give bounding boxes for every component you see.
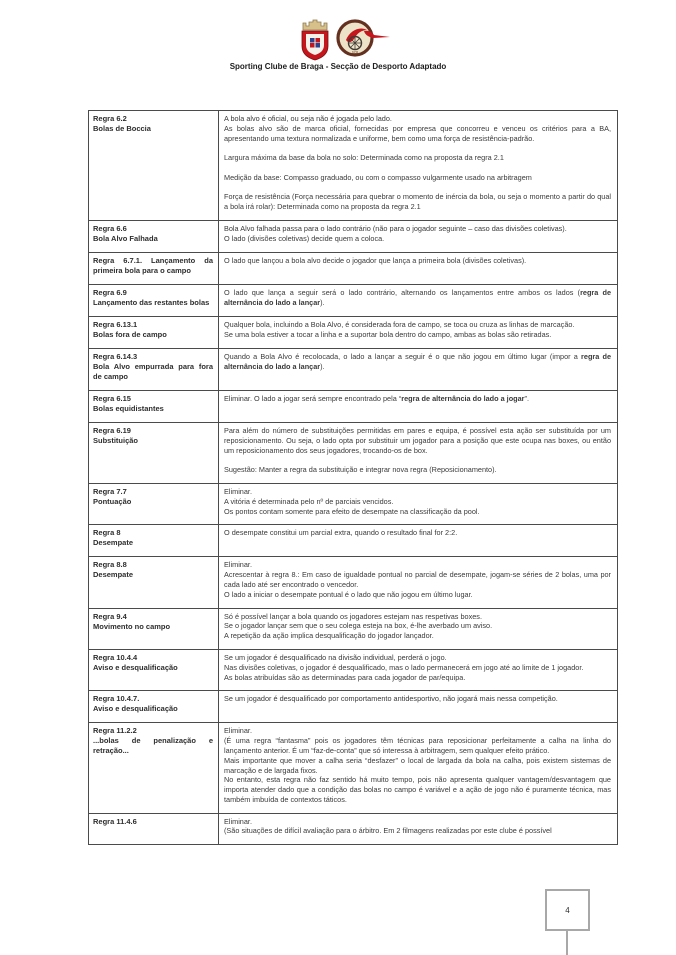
rule-label: Regra 6.7.1. Lançamento da primeira bola para o campo	[93, 255, 213, 275]
table-row	[89, 608, 618, 649]
table-row	[89, 649, 618, 690]
rule-label: Bolas de Boccia	[93, 124, 151, 133]
content-paragraph: Qualquer bola, incluindo a Bola Alvo, é considerada fora de campo, se toca ou cruza as linhas de marcação.	[224, 319, 575, 329]
content-paragraph: Eliminar.	[224, 560, 252, 570]
rule-label: Regra 6.19	[93, 425, 131, 435]
rules-table-body	[89, 111, 618, 845]
content-paragraph: Acrescentar à regra 8.: Em caso de igualdade pontual no parcial de desempate, jogam-se séries de 2 bolas, uma por cada lado até ser encontrado o vencedor.	[224, 570, 611, 589]
blank-line	[224, 183, 611, 193]
content-paragraph: O lado que lança a seguir será o lado contrário, alternando os lançamentos entre ambos os lados (regra de alternância do lado a lançar).	[224, 287, 612, 307]
content-paragraph: Quando a Bola Alvo é recolocada, o lado a lançar a seguir é o que não jogou em último lugar (impor a regra de alternância do lado a lançar).	[224, 351, 612, 371]
rule-cell	[89, 723, 219, 813]
content-cell	[219, 316, 618, 348]
table-row	[89, 525, 618, 557]
blank-line	[224, 163, 611, 173]
content-paragraph: Medição da base: Compasso graduado, ou com o compasso vulgarmente usado na arbitragem	[224, 172, 532, 182]
table-row	[89, 220, 618, 252]
content-cell	[219, 557, 618, 608]
rule-label: Aviso e desqualificação	[93, 662, 178, 672]
content-cell	[219, 608, 618, 649]
rule-label: Desempate	[93, 538, 134, 548]
page-number-line	[566, 929, 568, 955]
content-paragraph: (São situações de difícil avaliação para o árbitro. Em 2 filmagens realizadas por este clube é possível	[224, 826, 552, 836]
rule-cell	[89, 284, 219, 316]
rule-label: Regra 11.4.6	[93, 816, 137, 826]
rule-label: Regra 6.9	[93, 287, 127, 297]
content-paragraph: Se um jogador é desqualificado por comportamento antidesportivo, não jogará mais nessa competição.	[224, 694, 558, 704]
blank-line	[224, 455, 611, 465]
content-paragraph: Só é possível lançar a bola quando os jogadores estejam nas respetivas boxes.	[224, 611, 482, 621]
rule-label: Regra 10.4.4	[93, 652, 138, 662]
content-cell	[219, 723, 618, 813]
rule-cell	[89, 252, 219, 284]
content-cell	[219, 390, 618, 422]
content-paragraph: Eliminar. O lado a jogar será sempre encontrado pela “regra de alternância do lado a jogar”.	[224, 393, 529, 403]
content-paragraph: O lado (divisões coletivas) decide quem a coloca.	[224, 233, 385, 243]
content-paragraph: Eliminar.	[224, 816, 252, 826]
rule-cell	[89, 525, 219, 557]
rule-label: Regra 6.2	[93, 114, 127, 123]
rule-cell	[89, 557, 219, 608]
rule-cell	[89, 608, 219, 649]
table-row	[89, 813, 618, 845]
content-paragraph: Largura máxima da base da bola no solo: Determinada como na proposta da regra 2.1	[224, 153, 504, 163]
rule-label: Regra 6.6	[93, 223, 127, 233]
header-logos	[298, 18, 392, 67]
table-row	[89, 483, 618, 524]
braga-crest-logo	[298, 18, 332, 67]
content-cell	[219, 422, 618, 483]
content-paragraph: Força de resistência (Força necessária para quebrar o momento de inércia da bola, ou seja o momento a partir do qual a bola irá rolar): Determinada como na proposta da regra 2.1	[224, 192, 611, 212]
rule-cell	[89, 691, 219, 723]
content-paragraph: Os pontos contam somente para efeito de desempate na classificação da pool.	[224, 506, 480, 516]
rule-label: Regra 11.2.2	[93, 726, 137, 736]
content-cell	[219, 649, 618, 690]
content-paragraph: A repetição da ação implica desqualificação do jogador lançador.	[224, 631, 434, 641]
table-row	[89, 284, 618, 316]
rule-cell	[89, 348, 219, 390]
content-cell	[219, 813, 618, 845]
rule-cell	[89, 220, 219, 252]
rule-label: Lançamento das restantes bolas	[93, 297, 210, 307]
rules-table	[88, 110, 618, 845]
rule-cell	[89, 649, 219, 690]
wheelchair-sport-badge	[336, 18, 392, 63]
rule-cell	[89, 390, 219, 422]
table-row	[89, 348, 618, 390]
rule-label: Regra 10.4.7.	[93, 694, 140, 704]
rule-cell	[89, 483, 219, 524]
content-paragraph: O desempate constitui um parcial extra, quando o resultado final for 2:2.	[224, 528, 458, 538]
table-row	[89, 316, 618, 348]
content-paragraph: Nas divisões coletivas, o jogador é desqualificado, mas o lado permanecerá em jogo até ao limite de 1 jogador.	[224, 662, 584, 672]
content-cell	[219, 483, 618, 524]
content-paragraph: (É uma regra “fantasma” pois os jogadores têm técnicas para reposicionar perfeitamente a calha na linha do lançamento anterior. É um “faz-de-conta” que só interessa à arbitragem, sem qualquer efeito prático.	[224, 736, 611, 755]
content-cell	[219, 691, 618, 723]
rule-label: Pontuação	[93, 496, 132, 506]
rule-label: Bola Alvo empurrada para fora de campo	[93, 361, 213, 381]
rule-label: Regra 8	[93, 528, 121, 538]
content-paragraph: Se o jogador lançar sem que o seu colega esteja na box, é-lhe averbado um aviso.	[224, 621, 493, 631]
content-paragraph: Sugestão: Manter a regra da substituição e integrar nova regra (Reposicionamento).	[224, 465, 497, 475]
badge-text: SCB	[351, 50, 359, 55]
content-cell	[219, 525, 618, 557]
content-paragraph: A vitória é determinada pelo nº de parciais vencidos.	[224, 496, 394, 506]
rule-cell	[89, 316, 219, 348]
content-paragraph: Eliminar.	[224, 726, 252, 736]
page-number-box	[545, 889, 590, 931]
rule-cell	[89, 111, 219, 221]
rule-label: Regra 6.14.3	[93, 351, 138, 361]
content-cell	[219, 220, 618, 252]
rule-label: ...bolas de penalização e retração...	[93, 736, 213, 756]
content-paragraph: As bolas alvo são de marca oficial, fornecidas por empresa que concorreu e venceu os critérios para a BA, apresentando uma textura normalizada e uniforme, bem como uma força de resistência-padrão.	[224, 123, 611, 143]
table-row	[89, 723, 618, 813]
content-paragraph: As bolas atribuídas são as determinadas para cada jogador de par/equipa.	[224, 672, 466, 682]
rule-label: Regra 8.8	[93, 560, 127, 570]
content-paragraph: O lado que lançou a bola alvo decide o jogador que lança a primeira bola (divisões coletivas).	[224, 255, 527, 265]
blank-line	[224, 143, 611, 153]
content-paragraph: Se uma bola estiver a tocar a linha e a suportar bola dentro do campo, ambas as bolas são retiradas.	[224, 329, 552, 339]
rule-label: Regra 6.15	[93, 393, 131, 403]
table-row	[89, 422, 618, 483]
content-cell	[219, 252, 618, 284]
rule-label: Bola Alvo Falhada	[93, 233, 158, 243]
content-paragraph: Eliminar.	[224, 486, 252, 496]
content-paragraph: Bola Alvo falhada passa para o lado contrário (não para o jogador seguinte – caso das divisões coletivas).	[224, 223, 567, 233]
rule-label: Aviso e desqualificação	[93, 704, 178, 714]
rule-label: Bolas equidistantes	[93, 403, 164, 413]
content-cell	[219, 111, 618, 221]
content-cell	[219, 348, 618, 390]
rule-cell	[89, 813, 219, 845]
content-paragraph: O lado a iniciar o desempate pontual é o lado que não jogou em último lugar.	[224, 589, 473, 599]
table-row	[89, 390, 618, 422]
rule-label: Regra 9.4	[93, 611, 127, 621]
page-number: 4	[565, 905, 570, 915]
rule-cell	[89, 422, 219, 483]
rule-label: Regra 7.7	[93, 486, 127, 496]
rule-label: Substituição	[93, 435, 139, 445]
content-paragraph: A bola alvo é oficial, ou seja não é jogada pelo lado.	[224, 114, 392, 123]
rule-label: Regra 6.13.1	[93, 319, 138, 329]
content-cell	[219, 284, 618, 316]
content-paragraph: Para além do número de substituições permitidas em pares e equipa, é possível esta ação ser substituída por um reposicionamento. Ou seja, o lado opta por substituir um jogador para a posição que este ocupa nas boxes, ou então um reposicionamento dos seus jogadores, trocando-os de box.	[224, 425, 611, 455]
rule-label: Bolas fora de campo	[93, 329, 167, 339]
content-paragraph: Mais importante que mover a calha seria “desfazer” o local de largada da bola na calha, pois existem sistemas de marcação e de largada fixos.	[224, 755, 611, 775]
content-paragraph: Se um jogador é desqualificado na divisão individual, perderá o jogo.	[224, 652, 447, 662]
table-row	[89, 252, 618, 284]
rule-label: Movimento no campo	[93, 621, 171, 631]
content-paragraph: No entanto, esta regra não faz sentido há muito tempo, pois não apresenta qualquer vantagem/desvantagem que importa atender dado que a condição das bolas no campo é variável e a ação de jogo não é puramente técnica, mas também imbuída de contextos táticos.	[224, 775, 611, 804]
table-row	[89, 111, 618, 221]
table-row	[89, 691, 618, 723]
organization-title: Sporting Clube de Braga - Secção de Desporto Adaptado	[229, 62, 447, 71]
table-row	[89, 557, 618, 608]
rule-label: Desempate	[93, 570, 134, 580]
